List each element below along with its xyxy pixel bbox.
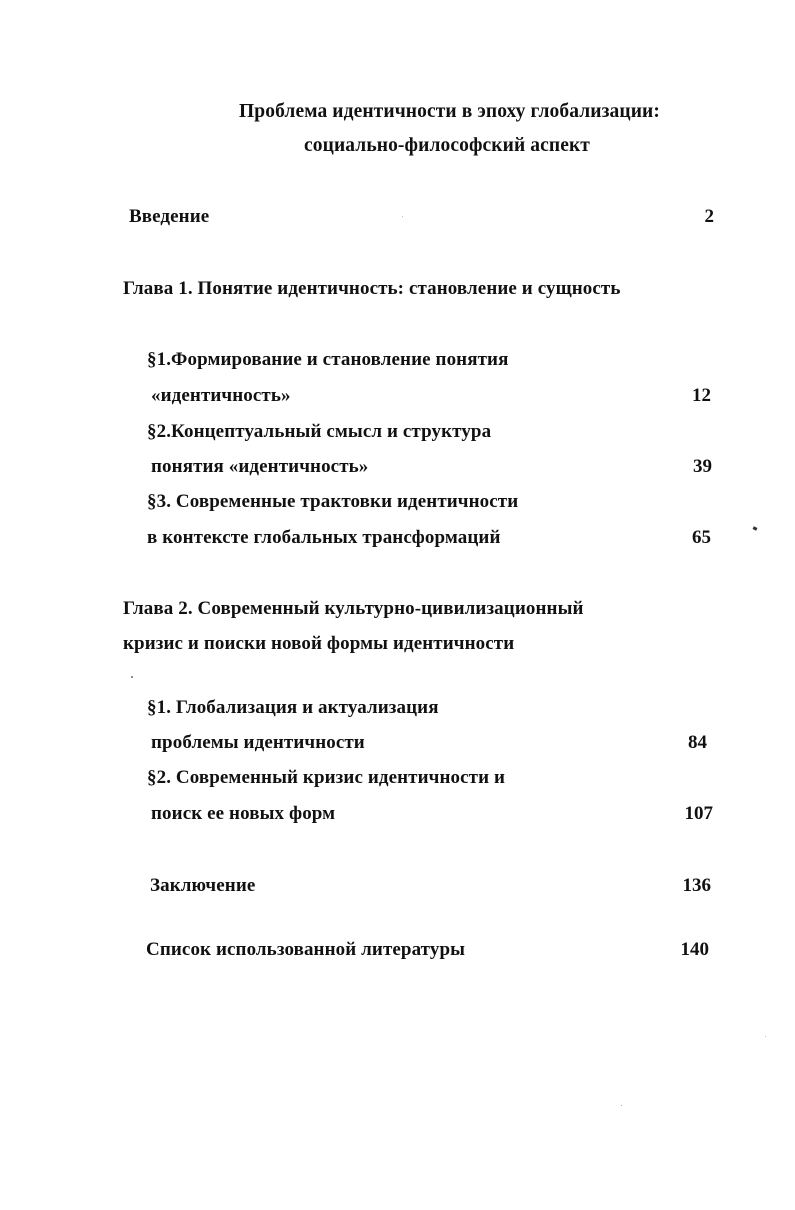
toc-ch1-sec2-line2: понятия «идентичность» bbox=[151, 456, 369, 477]
toc-chapter2-title-line1: Глава 2. Современный культурно-цивилизационный bbox=[123, 598, 584, 619]
toc-intro-page: 2 bbox=[704, 206, 714, 227]
toc-ch1-sec3-page: 65 bbox=[692, 527, 711, 548]
toc-bibliography-page: 140 bbox=[680, 939, 709, 960]
toc-ch1-sec1-line1: §1.Формирование и становление понятия bbox=[147, 349, 509, 370]
scan-speck bbox=[621, 1105, 622, 1106]
toc-ch2-sec2-line1: §2. Современный кризис идентичности и bbox=[147, 767, 506, 788]
toc-conclusion-label: Заключение bbox=[150, 875, 256, 896]
toc-ch1-sec1-page: 12 bbox=[692, 385, 711, 406]
toc-ch1-sec3-line2: в контексте глобальных трансформаций bbox=[147, 527, 501, 548]
toc-ch1-sec2-page: 39 bbox=[693, 456, 712, 477]
toc-chapter1-title: Глава 1. Понятие идентичность: становление и сущность bbox=[123, 278, 621, 299]
scan-speck bbox=[753, 526, 758, 530]
scan-speck bbox=[402, 216, 403, 217]
toc-ch1-sec2-line1: §2.Концептуальный смысл и структура bbox=[147, 421, 492, 442]
toc-bibliography-label: Список использованной литературы bbox=[146, 939, 466, 960]
toc-ch2-sec2-line2: поиск ее новых форм bbox=[151, 803, 336, 824]
toc-conclusion-page: 136 bbox=[682, 875, 711, 896]
document-title-line2: социально-философский аспект bbox=[304, 135, 590, 156]
document-title-line1: Проблема идентичности в эпоху глобализации: bbox=[239, 101, 660, 122]
toc-ch2-sec1-page: 84 bbox=[688, 732, 707, 753]
toc-chapter2-title-line2: кризис и поиски новой формы идентичности bbox=[123, 633, 515, 654]
toc-ch1-sec3-line1: §3. Современные трактовки идентичности bbox=[147, 491, 519, 512]
scan-speck bbox=[131, 676, 133, 678]
toc-intro-label: Введение bbox=[129, 206, 210, 227]
toc-ch2-sec1-line2: проблемы идентичности bbox=[151, 732, 365, 753]
scan-speck bbox=[765, 1036, 766, 1037]
toc-ch1-sec1-line2: «идентичность» bbox=[151, 385, 291, 406]
toc-ch2-sec1-line1: §1. Глобализация и актуализация bbox=[147, 697, 439, 718]
toc-ch2-sec2-page: 107 bbox=[684, 803, 713, 824]
